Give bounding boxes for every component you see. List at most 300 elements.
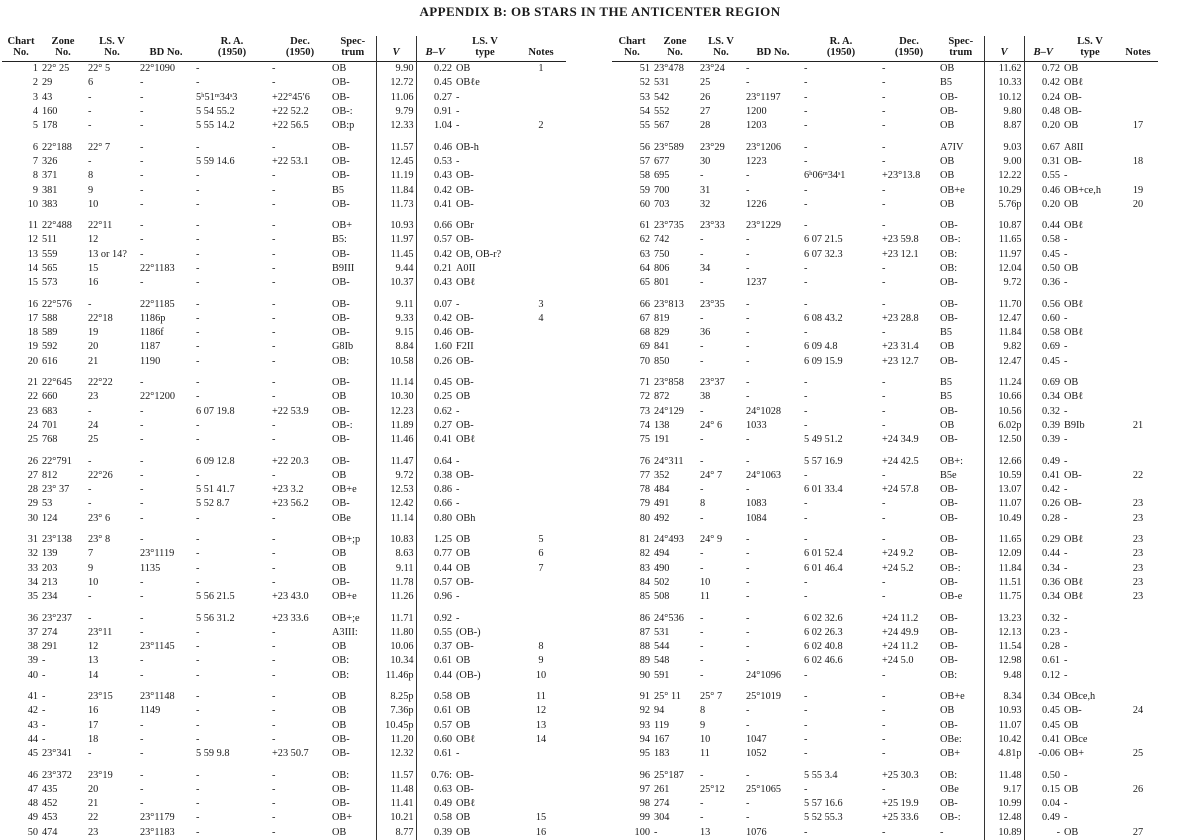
ls-v-type-cell: -: [456, 455, 460, 467]
spectrum-cell: OB-: [332, 277, 350, 289]
ls-v-no-cell: -: [700, 612, 704, 624]
zone-no-cell: 841: [654, 341, 670, 353]
chart-no-cell: 55: [639, 120, 650, 132]
v-mag-cell: 11.47: [376, 447, 416, 468]
ls-v-no-cell: 25: [700, 77, 711, 89]
chart-no-cell: 100: [634, 826, 650, 838]
ls-v-no-cell: 8: [88, 170, 94, 182]
v-mag-cell: 9.82: [984, 340, 1024, 354]
table-row: [612, 433, 1158, 447]
v-mag-cell: 9.33: [376, 312, 416, 326]
dec-1950-cell: -: [272, 512, 276, 524]
b-v-cell: 0.49: [416, 797, 454, 811]
ls-v-no-cell: 23: [88, 826, 99, 838]
ra-1950-cell: 5 51 41.7: [196, 484, 235, 496]
notes-cell: [1118, 369, 1158, 390]
dec-1950-cell: +24 34.9: [882, 434, 919, 446]
chart-no-cell: 58: [639, 170, 650, 182]
bd-no-cell: -: [746, 355, 750, 367]
ra-1950-cell: -: [804, 106, 808, 118]
b-v-cell: 0.57: [416, 718, 454, 732]
zone-no-cell: 806: [654, 263, 670, 274]
bd-no-cell: -: [140, 434, 144, 446]
v-mag-cell: 11.45: [376, 248, 416, 262]
notes-cell: [516, 604, 566, 625]
zone-no-cell: 22°791: [42, 455, 72, 467]
notes-cell: [516, 169, 566, 183]
spectrum-cell: OB-: [940, 312, 958, 324]
notes-cell: [1118, 248, 1158, 262]
ls-v-no-cell: 23° 8: [88, 534, 111, 546]
table-row: [612, 576, 1158, 590]
table-row: [612, 419, 1158, 433]
ra-1950-cell: 6 09 12.8: [196, 455, 235, 467]
ra-1950-cell: -: [196, 277, 200, 289]
table-row: [612, 91, 1158, 105]
b-v-cell: 0.34: [1024, 390, 1062, 404]
table-row: [2, 626, 566, 640]
chart-no-cell: 74: [639, 419, 650, 431]
chart-no-cell: 9: [32, 184, 38, 196]
spectrum-cell: OB-: [332, 748, 350, 760]
bd-no-cell: 1076: [746, 826, 767, 838]
zone-no-cell: 261: [654, 783, 670, 795]
dec-1950-cell: -: [272, 719, 276, 731]
ra-1950-cell: -: [196, 798, 200, 810]
spectrum-cell: OB-: [940, 106, 958, 118]
table-row: [2, 419, 566, 433]
ls-v-type-cell: OB-: [1064, 705, 1082, 717]
zone-no-cell: 616: [42, 355, 58, 367]
v-mag-cell: 12.13: [984, 626, 1024, 640]
ls-v-type-cell: OB-: [456, 327, 474, 339]
notes-cell: [516, 590, 566, 604]
table-row: [612, 105, 1158, 119]
ra-1950-cell: -: [804, 377, 808, 389]
notes-cell: [516, 326, 566, 340]
ls-v-type-cell: -: [1064, 769, 1068, 781]
notes-cell: 26: [1132, 783, 1144, 795]
notes-cell: [516, 447, 566, 468]
b-v-cell: 0.36: [1024, 576, 1062, 590]
ls-v-no-cell: 31: [700, 184, 711, 196]
ra-1950-cell: 5ʰ51ᵐ34ˢ3: [196, 91, 238, 103]
v-mag-cell: 9.00: [984, 155, 1024, 169]
spectrum-cell: OB: [332, 548, 347, 560]
spectrum-cell: OB: [332, 562, 347, 574]
bd-no-cell: -: [746, 719, 750, 731]
chart-no-cell: 75: [639, 434, 650, 446]
notes-cell: [516, 512, 566, 526]
ra-1950-cell: -: [196, 562, 200, 574]
ra-1950-cell: -: [196, 63, 200, 75]
b-v-cell: 0.38: [416, 469, 454, 483]
ls-v-type-cell: (OB-): [456, 626, 481, 638]
table-row: [2, 198, 566, 212]
ra-1950-cell: 5 49 51.2: [804, 434, 843, 446]
spectrum-cell: OB: [940, 341, 955, 353]
zone-no-cell: 750: [654, 248, 670, 260]
zone-no-cell: 592: [42, 341, 58, 353]
ls-v-type-cell: -: [456, 484, 460, 496]
spectrum-cell: OB-: [332, 455, 350, 467]
ls-v-type-cell: OB-: [1064, 155, 1082, 167]
notes-cell: 23: [1132, 576, 1144, 588]
b-v-cell: 1.04: [416, 119, 454, 133]
spectrum-cell: OB-: [332, 77, 350, 89]
notes-cell: [1118, 483, 1158, 497]
zone-no-cell: 25°187: [654, 769, 684, 781]
v-mag-cell: 9.79: [376, 105, 416, 119]
ls-v-type-cell: -: [456, 91, 460, 103]
ra-1950-cell: -: [804, 155, 808, 167]
v-mag-cell: 10.30: [376, 390, 416, 404]
ls-v-type-cell: -: [1064, 484, 1068, 496]
v-mag-cell: 8.87: [984, 119, 1024, 133]
table-row: [2, 447, 566, 468]
zone-no-cell: 139: [42, 548, 58, 560]
ra-1950-cell: -: [804, 327, 808, 339]
ls-v-type-cell: F2II: [456, 341, 474, 353]
spectrum-cell: OB:: [940, 263, 958, 274]
table-row: [2, 562, 566, 576]
zone-no-cell: 22°488: [42, 220, 72, 232]
b-v-cell: 0.61: [416, 704, 454, 718]
ls-v-no-cell: -: [88, 155, 92, 167]
ls-v-no-cell: 22° 7: [88, 141, 111, 153]
table-row: [612, 526, 1158, 547]
dec-1950-cell: -: [272, 669, 276, 681]
b-v-cell: 0.45: [416, 76, 454, 90]
b-v-cell: 0.80: [416, 512, 454, 526]
ra-1950-cell: 6 02 26.3: [804, 626, 843, 638]
ra-1950-cell: 6 07 32.3: [804, 248, 843, 260]
bd-no-cell: -: [140, 498, 144, 510]
header-ra-1950: R. A. (1950): [826, 36, 856, 58]
chart-no-cell: 63: [639, 248, 650, 260]
b-v-cell: 0.20: [1024, 119, 1062, 133]
v-mag-cell: 8.84: [376, 340, 416, 354]
dec-1950-cell: -: [882, 591, 886, 603]
dec-1950-cell: -: [882, 512, 886, 524]
ls-v-no-cell: 23° 6: [88, 512, 111, 524]
dec-1950-cell: +22 53.1: [272, 155, 309, 167]
header-bd-no: BD No.: [149, 47, 183, 58]
ra-1950-cell: -: [196, 248, 200, 260]
chart-no-cell: 14: [27, 263, 38, 274]
v-mag-cell: 11.57: [376, 761, 416, 782]
dec-1950-cell: -: [882, 733, 886, 745]
ra-1950-cell: -: [804, 669, 808, 681]
bd-no-cell: -: [746, 263, 750, 274]
table-row: [612, 704, 1158, 718]
v-mag-cell: 10.33: [984, 76, 1024, 90]
table-row: [2, 526, 566, 547]
spectrum-cell: B5:: [332, 234, 347, 246]
chart-no-cell: 8: [32, 170, 38, 182]
bd-no-cell: -: [140, 719, 144, 731]
zone-no-cell: 183: [654, 748, 670, 760]
chart-no-cell: 24: [27, 419, 38, 431]
zone-no-cell: 850: [654, 355, 670, 367]
dec-1950-cell: -: [272, 655, 276, 667]
spectrum-cell: OB-: [940, 405, 958, 417]
table-row: [2, 747, 566, 761]
table-row: [612, 326, 1158, 340]
bd-no-cell: 1200: [746, 106, 767, 118]
dec-1950-cell: -: [272, 469, 276, 481]
zone-no-cell: 703: [654, 198, 670, 210]
chart-no-cell: 57: [639, 155, 650, 167]
zone-no-cell: 274: [654, 798, 670, 810]
header-zone-no: Zone No.: [51, 36, 75, 58]
zone-no-cell: 213: [42, 576, 58, 588]
chart-no-cell: 5: [32, 120, 38, 132]
ls-v-no-cell: -: [88, 498, 92, 510]
chart-no-cell: 80: [639, 512, 650, 524]
spectrum-cell: OB-: [940, 220, 958, 232]
spectrum-cell: OB-: [332, 733, 350, 745]
zone-no-cell: 383: [42, 198, 58, 210]
ls-v-no-cell: -: [88, 91, 92, 103]
table-row: [2, 704, 566, 718]
notes-cell: [1118, 797, 1158, 811]
ls-v-no-cell: -: [700, 798, 704, 810]
ls-v-type-cell: OBℓ: [1064, 77, 1084, 89]
bd-no-cell: -: [746, 234, 750, 246]
bd-no-cell: -: [140, 184, 144, 196]
ls-v-no-cell: 9: [88, 562, 94, 574]
dec-1950-cell: -: [882, 263, 886, 274]
dec-1950-cell: -: [272, 141, 276, 153]
spectrum-cell: OB:: [940, 669, 958, 681]
ra-1950-cell: 6 08 43.2: [804, 312, 843, 324]
spectrum-cell: OB+;p: [332, 534, 361, 546]
table-row: [2, 669, 566, 683]
notes-cell: [1118, 133, 1158, 154]
v-mag-cell: 12.42: [376, 497, 416, 511]
bd-no-cell: -: [140, 484, 144, 496]
chart-no-cell: 84: [639, 576, 650, 588]
notes-cell: [1118, 433, 1158, 447]
table-row: [2, 761, 566, 782]
ra-1950-cell: -: [804, 591, 808, 603]
spectrum-cell: OB: [940, 419, 955, 431]
bd-no-cell: -: [140, 455, 144, 467]
v-mag-cell: 11.26: [376, 590, 416, 604]
table-row: [612, 733, 1158, 747]
ls-v-type-cell: -: [456, 748, 460, 760]
zone-no-cell: 23°372: [42, 769, 72, 781]
ls-v-no-cell: 14: [88, 669, 99, 681]
table-row: [612, 797, 1158, 811]
spectrum-cell: OB: [332, 705, 347, 717]
zone-no-cell: 24°311: [654, 455, 684, 467]
spectrum-cell: OB-: [332, 434, 350, 446]
table-row: [2, 590, 566, 604]
zone-no-cell: 23°138: [42, 534, 72, 546]
bd-no-cell: 23°1183: [140, 826, 175, 838]
ls-v-no-cell: 32: [700, 198, 711, 210]
ls-v-no-cell: -: [700, 641, 704, 653]
ls-v-type-cell: OBℓ: [1064, 576, 1084, 588]
notes-cell: [1118, 290, 1158, 311]
ra-1950-cell: -: [804, 419, 808, 431]
b-v-cell: 0.39: [1024, 419, 1062, 433]
ls-v-type-cell: -: [456, 155, 460, 167]
ls-v-no-cell: -: [88, 120, 92, 132]
ls-v-no-cell: 8: [700, 498, 706, 510]
table-row: [2, 326, 566, 340]
table-row: [612, 212, 1158, 233]
ls-v-type-cell: OB-: [456, 184, 474, 196]
ls-v-no-cell: 23°33: [700, 220, 725, 232]
ls-v-no-cell: -: [700, 341, 704, 353]
ls-v-no-cell: 10: [700, 733, 711, 745]
bd-no-cell: -: [746, 63, 750, 75]
b-v-cell: 0.58: [416, 811, 454, 825]
chart-no-cell: 54: [639, 106, 650, 118]
chart-no-cell: 23: [27, 405, 38, 417]
header-ls-v-no: LS. V No.: [99, 36, 125, 58]
notes-cell: [1118, 761, 1158, 782]
notes-cell: [1118, 733, 1158, 747]
ls-v-no-cell: 22°11: [88, 220, 113, 232]
table-row: [2, 783, 566, 797]
ra-1950-cell: 6 01 46.4: [804, 562, 843, 574]
ls-v-type-cell: OBℓ: [1064, 534, 1084, 546]
b-v-cell: 0.50: [1024, 761, 1062, 782]
bd-no-cell: 23°1229: [746, 220, 782, 232]
ra-1950-cell: -: [804, 198, 808, 210]
zone-no-cell: 573: [42, 277, 58, 289]
ls-v-no-cell: 22° 5: [88, 63, 111, 75]
v-mag-cell: 11.54: [984, 640, 1024, 654]
chart-no-cell: 60: [639, 198, 650, 210]
spectrum-cell: OB-: [332, 377, 350, 389]
chart-no-cell: 94: [639, 733, 650, 745]
v-mag-cell: 12.09: [984, 547, 1024, 561]
notes-cell: [1118, 626, 1158, 640]
ls-v-no-cell: 13: [88, 655, 99, 667]
ls-v-no-cell: 11: [700, 748, 710, 760]
v-mag-cell: 9.03: [984, 133, 1024, 154]
notes-cell: 25: [1132, 748, 1144, 760]
b-v-cell: 0.67: [1024, 133, 1062, 154]
ls-v-no-cell: -: [700, 455, 704, 467]
notes-cell: [1118, 326, 1158, 340]
dec-1950-cell: +24 5.2: [882, 562, 914, 574]
ls-v-type-cell: OB-: [1064, 91, 1082, 103]
dec-1950-cell: -: [272, 170, 276, 182]
notes-cell: 18: [1132, 155, 1144, 167]
chart-no-cell: 21: [27, 377, 38, 389]
chart-no-cell: 76: [639, 455, 650, 467]
ra-1950-cell: -: [804, 298, 808, 310]
chart-no-cell: 73: [639, 405, 650, 417]
notes-cell: 16: [535, 826, 547, 838]
v-mag-cell: 11.65: [984, 526, 1024, 547]
bd-no-cell: 1226: [746, 198, 767, 210]
ls-v-no-cell: 23°15: [88, 691, 113, 703]
bd-no-cell: -: [140, 591, 144, 603]
spectrum-cell: OB-:: [940, 234, 961, 246]
b-v-cell: 0.36: [1024, 276, 1062, 290]
ra-1950-cell: -: [196, 705, 200, 717]
bd-no-cell: -: [140, 198, 144, 210]
bd-no-cell: -: [746, 591, 750, 603]
spectrum-cell: B9III: [332, 263, 355, 274]
v-mag-cell: 8.34: [984, 683, 1024, 704]
notes-cell: 13: [535, 719, 547, 731]
notes-cell: [516, 248, 566, 262]
dec-1950-cell: -: [272, 355, 276, 367]
v-mag-cell: 9.17: [984, 783, 1024, 797]
chart-no-cell: 30: [27, 512, 38, 524]
ls-v-no-cell: 36: [700, 327, 711, 339]
dec-1950-cell: +22°45′6: [272, 91, 310, 103]
bd-no-cell: -: [140, 141, 144, 153]
b-v-cell: 0.15: [1024, 783, 1062, 797]
bd-no-cell: 1052: [746, 748, 767, 760]
table-row: [612, 640, 1158, 654]
chart-no-cell: 82: [639, 548, 650, 560]
b-v-cell: 0.31: [1024, 155, 1062, 169]
v-mag-cell: 8.77: [376, 826, 416, 840]
bd-no-cell: -: [746, 434, 750, 446]
chart-no-cell: 41: [27, 691, 38, 703]
b-v-cell: 0.25: [416, 390, 454, 404]
spectrum-cell: OB: [940, 63, 955, 75]
ra-1950-cell: -: [196, 170, 200, 182]
v-mag-cell: 9.80: [984, 105, 1024, 119]
bd-no-cell: 24°1028: [746, 405, 782, 417]
dec-1950-cell: -: [272, 434, 276, 446]
table-row: [612, 276, 1158, 290]
v-mag-cell: 12.48: [984, 811, 1024, 825]
table-row: [2, 683, 566, 704]
dec-1950-cell: -: [272, 198, 276, 210]
ls-v-no-cell: 10: [88, 576, 99, 588]
b-v-cell: 0.12: [1024, 669, 1062, 683]
ls-v-no-cell: 34: [700, 263, 711, 274]
spectrum-cell: OB: [332, 691, 347, 703]
ls-v-type-cell: OBℓ: [456, 733, 476, 745]
b-v-cell: 0.32: [1024, 604, 1062, 625]
ra-1950-cell: -: [196, 691, 200, 703]
zone-no-cell: 700: [654, 184, 670, 196]
chart-no-cell: 97: [639, 783, 650, 795]
ls-v-type-cell: -: [1064, 798, 1068, 810]
ls-v-no-cell: 27: [700, 106, 711, 118]
notes-cell: [516, 433, 566, 447]
v-mag-cell: 9.11: [376, 290, 416, 311]
notes-cell: [516, 419, 566, 433]
notes-cell: [516, 747, 566, 761]
zone-no-cell: 381: [42, 184, 58, 196]
ls-v-no-cell: 24° 9: [700, 534, 723, 546]
chart-no-cell: 42: [27, 705, 38, 717]
header-ls-v-type: LS. V type: [472, 36, 498, 58]
ls-v-type-cell: -: [1064, 277, 1068, 289]
bd-no-cell: -: [140, 733, 144, 745]
zone-no-cell: 203: [42, 562, 58, 574]
b-v-cell: 0.26: [416, 355, 454, 369]
zone-no-cell: 542: [654, 91, 670, 103]
dec-1950-cell: -: [882, 691, 886, 703]
table-row: [2, 547, 566, 561]
dec-1950-cell: -: [272, 826, 276, 838]
